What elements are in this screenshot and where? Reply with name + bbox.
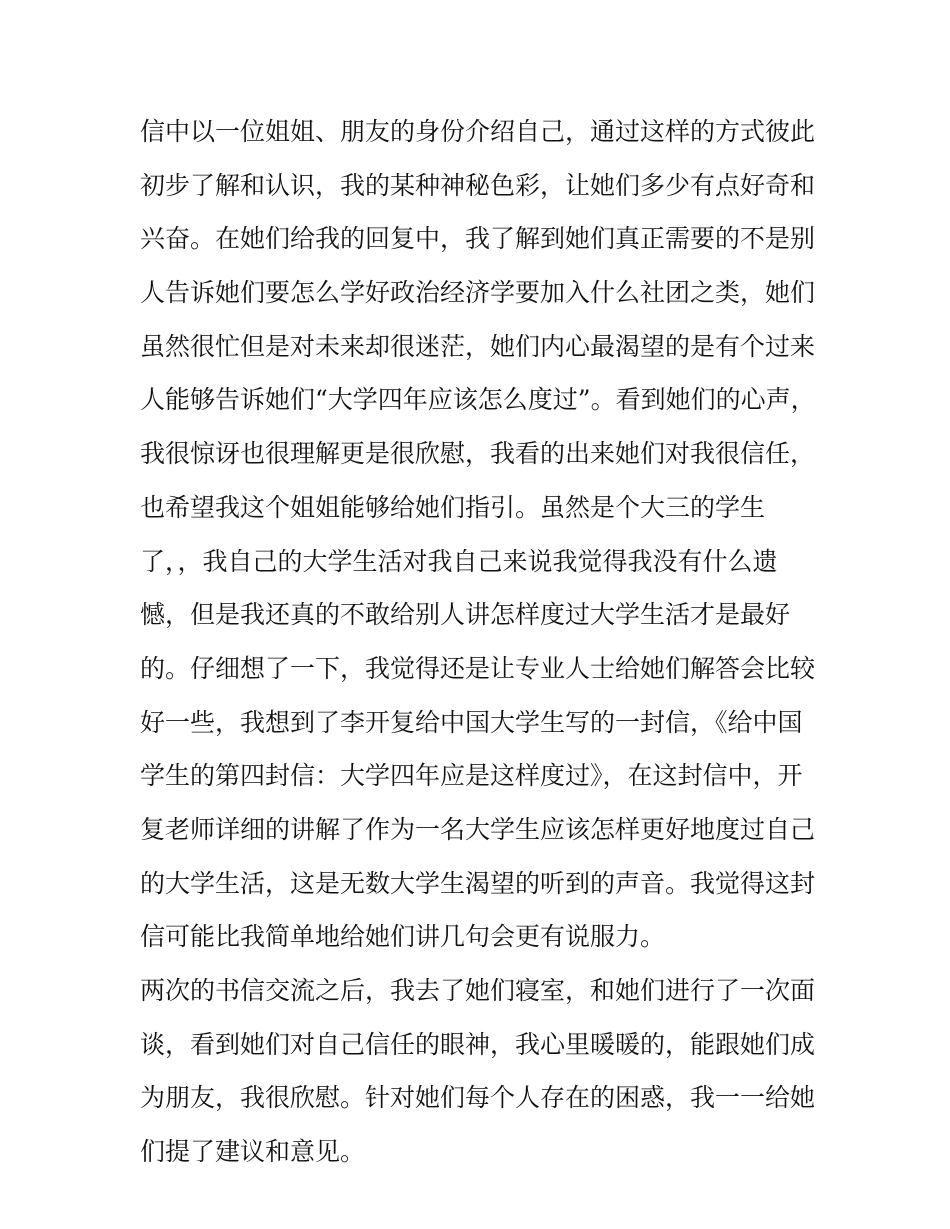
text-line: 人能够告诉她们“大学四年应该怎么度过”。看到她们的心声，	[140, 385, 816, 415]
text-line: 好一些，我想到了李开复给中国大学生写的一封信，《给中国	[140, 707, 803, 737]
text-line: 学生的第四封信：大学四年应是这样度过》，在这封信中，开	[140, 761, 803, 791]
text-line: 复老师详细的讲解了作为一名大学生应该怎样更好地度过自己	[140, 814, 816, 844]
text-line: 憾，但是我还真的不敢给别人讲怎样度过大学生活才是最好	[140, 600, 791, 630]
text-line: 初步了解和认识，我的某种神秘色彩，让她们多少有点好奇和	[140, 170, 816, 200]
text-line: 兴奋。在她们给我的回复中，我了解到她们真正需要的不是别	[140, 224, 816, 254]
text-line: 了，，我自己的大学生活对我自己来说我觉得我没有什么遗	[140, 546, 778, 576]
text-line: 信可能比我简单地给她们讲几句会更有说服力。	[140, 922, 666, 952]
text-line: 也希望我这个姐姐能够给她们指引。虽然是个大三的学生	[140, 492, 766, 522]
text-line: 信中以一位姐姐、朋友的身份介绍自己，通过这样的方式彼此	[140, 117, 816, 146]
text-line: 谈，看到她们对自己信任的眼神，我心里暖暖的，能跟她们成	[140, 1029, 816, 1059]
text-line: 人告诉她们要怎么学好政治经济学要加入什么社团之类，她们	[140, 278, 816, 308]
text-line: 们提了建议和意见。	[140, 1137, 366, 1167]
text-line: 我很惊讶也很理解更是很欣慰，我看的出来她们对我很信任，	[140, 439, 816, 469]
text-line: 的。仔细想了一下，我觉得还是让专业人士给她们解答会比较	[140, 653, 816, 683]
text-line: 两次的书信交流之后，我去了她们寝室，和她们进行了一次面	[140, 976, 816, 1005]
text-line: 为朋友，我很欣慰。针对她们每个人存在的困惑，我一一给她	[140, 1083, 816, 1113]
text-line: 虽然很忙但是对未来却很迷茫，她们内心最渴望的是有个过来	[140, 331, 816, 361]
body-text	[140, 105, 830, 1179]
text-line: 的大学生活，这是无数大学生渴望的听到的声音。我觉得这封	[140, 868, 816, 898]
